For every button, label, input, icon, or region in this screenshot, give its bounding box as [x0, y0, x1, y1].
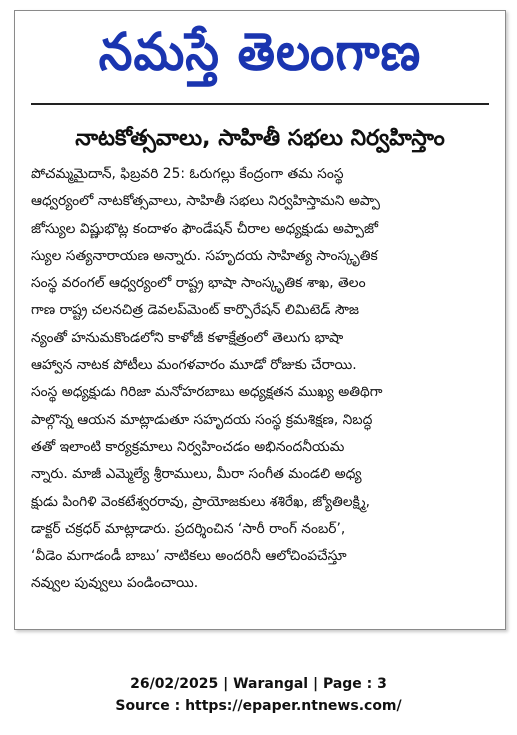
body-line: జోస్యుల విష్ణుభొట్ల కందాళం ఫౌండేషన్ చీరాల అధ్యక్షుడు అప్పాజో: [31, 220, 379, 237]
body-line: క్షుడు పింగిళి వెంకటేశ్వరరావు, ప్రాయోజకులు శశిరేఖ, జ్యోతిలక్ష్మి,: [31, 493, 371, 510]
article-headline: నాటకోత్సవాలు, సాహితీ సభలు నిర్వహిస్తాం: [75, 126, 445, 151]
body-line: గాణ రాష్ట్ర చలనచిత్ర డెవలప్‌మెంట్ కార్పొరేషన్ లిమిటెడ్ సౌజ: [31, 302, 359, 319]
body-line: సంస్థ వరంగల్ ఆధ్వర్యంలో రాష్ట్ర భాషా సాంస్కృతిక శాఖ, తెలం: [31, 275, 366, 292]
newspaper-masthead: నమస్తే తెలంగాణ: [98, 21, 422, 83]
body-line: పాల్గొన్న ఆయన మాట్లాడుతూ సహృదయ సంస్థ క్రమశిక్షణ, నిబద్ధ: [31, 411, 373, 428]
body-line: పోచమ్మమైదాన్, ఫిబ్రవరి 25: ఓరుగల్లు కేంద్రంగా తమ సంస్థ: [31, 166, 344, 182]
body-line: స్యుల సత్యనారాయణ అన్నారు. సహృదయ సాహిత్య సాంస్కృతిక: [31, 247, 378, 264]
body-line: సంస్థ అధ్యక్షుడు గిరిజా మనోహరబాబు అధ్యక్షతన ముఖ్య అతిథిగా: [31, 384, 383, 401]
footer-date-edition: 26/02/2025 | Warangal | Page : 3: [130, 676, 387, 692]
body-line: న్యంతో హనుమకొండలోని కాళోజీ కళాక్షేత్రంలో తెలుగు భాషా: [31, 329, 344, 346]
body-line: న్నారు. మాజీ ఎమ్మెల్యే శ్రీరాములు, మీరా సంగీత మండలి అధ్య: [31, 466, 362, 483]
news-clipping: [14, 10, 506, 630]
article-body: [31, 161, 499, 598]
masthead-divider: [31, 103, 489, 105]
body-line: నవ్వుల పువ్వులు పండించాయి.: [31, 575, 199, 592]
body-line: ఆధ్వర్యంలో నాటకోత్సవాలు, సాహితీ సభలు నిర్వహిస్తామని అప్పా: [31, 193, 380, 210]
body-line: డాక్టర్ చక్రధర్ మాట్లాడారు. ప్రదర్శించిన ‘సారీ రాంగ్ నంబర్’,: [31, 520, 346, 537]
body-line: ‘వీడెం మగాడండీ బాబు’ నాటికలు అందరినీ ఆలోచింపచేస్తూ: [31, 548, 347, 565]
footer-source: Source : https://epaper.ntnews.com/: [115, 698, 402, 714]
body-line: తతో ఇలాంటి కార్యక్రమాలు నిర్వహించడం అభినందనీయమ: [31, 438, 345, 455]
body-line: ఆహ్వాన నాటక పోటీలు మంగళవారం మూడో రోజుకు చేరాయి.: [31, 357, 357, 374]
